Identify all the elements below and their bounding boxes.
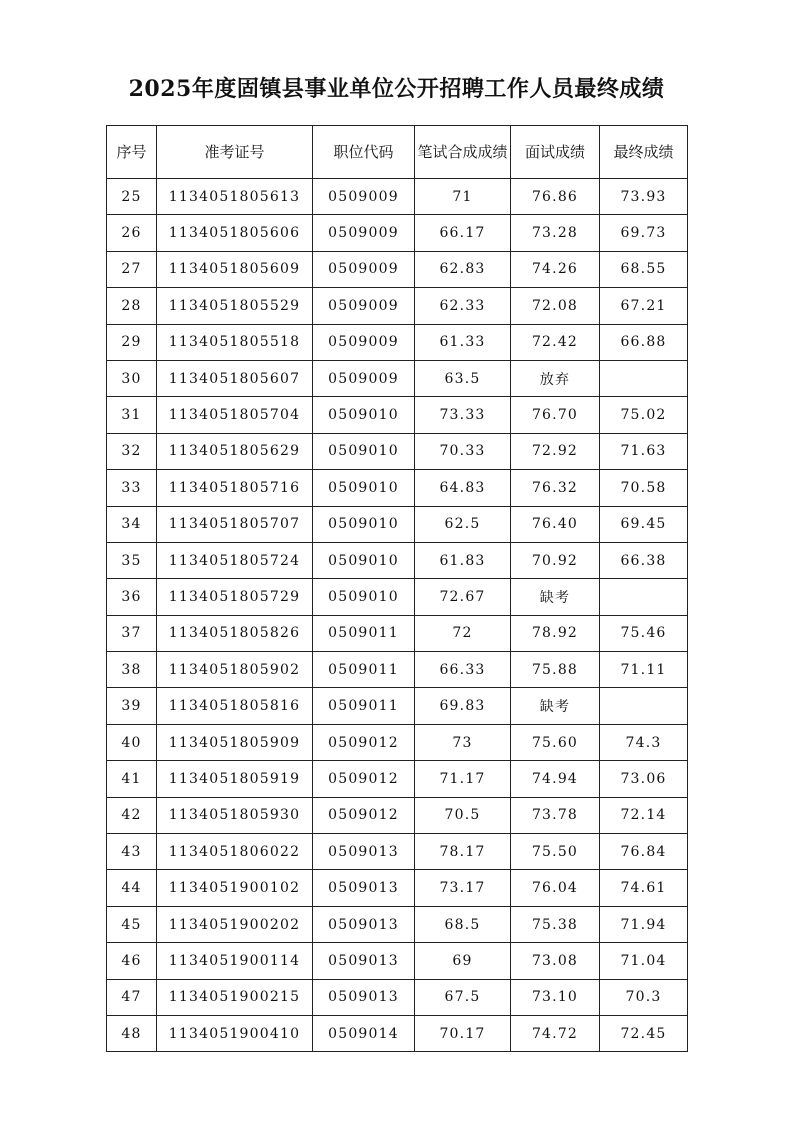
cell-position: 0509012 <box>313 761 415 797</box>
cell-seq: 33 <box>107 470 157 506</box>
cell-written: 61.83 <box>415 542 511 578</box>
cell-written: 71 <box>415 179 511 215</box>
cell-written: 66.17 <box>415 215 511 251</box>
cell-ticket: 1134051805707 <box>157 506 313 542</box>
cell-interview: 76.86 <box>511 179 600 215</box>
table-body <box>107 179 688 1052</box>
cell-final: 70.3 <box>600 979 688 1015</box>
cell-final <box>600 579 688 615</box>
table-row <box>107 433 688 469</box>
table-row <box>107 906 688 942</box>
cell-position: 0509010 <box>313 433 415 469</box>
table-row <box>107 797 688 833</box>
cell-ticket: 1134051805607 <box>157 360 313 396</box>
cell-seq: 42 <box>107 797 157 833</box>
cell-interview: 73.08 <box>511 943 600 979</box>
cell-seq: 34 <box>107 506 157 542</box>
table-row <box>107 688 688 724</box>
cell-final: 74.61 <box>600 870 688 906</box>
cell-seq: 48 <box>107 1015 157 1051</box>
cell-ticket: 1134051805909 <box>157 724 313 760</box>
cell-seq: 31 <box>107 397 157 433</box>
header-cell-position: 职位代码 <box>313 126 415 179</box>
cell-position: 0509010 <box>313 579 415 615</box>
cell-interview: 放弃 <box>511 360 600 396</box>
cell-final: 72.45 <box>600 1015 688 1051</box>
table-row <box>107 579 688 615</box>
cell-final: 68.55 <box>600 251 688 287</box>
table-row <box>107 615 688 651</box>
cell-final: 71.94 <box>600 906 688 942</box>
cell-interview: 74.72 <box>511 1015 600 1051</box>
cell-ticket: 1134051805930 <box>157 797 313 833</box>
cell-position: 0509011 <box>313 615 415 651</box>
cell-position: 0509009 <box>313 251 415 287</box>
table-row <box>107 324 688 360</box>
cell-final: 66.88 <box>600 324 688 360</box>
cell-final: 71.04 <box>600 943 688 979</box>
table-row <box>107 979 688 1015</box>
cell-written: 67.5 <box>415 979 511 1015</box>
cell-written: 62.83 <box>415 251 511 287</box>
table-row <box>107 397 688 433</box>
cell-position: 0509009 <box>313 288 415 324</box>
cell-final: 75.46 <box>600 615 688 651</box>
cell-position: 0509013 <box>313 979 415 1015</box>
cell-seq: 32 <box>107 433 157 469</box>
cell-ticket: 1134051806022 <box>157 834 313 870</box>
cell-final: 73.93 <box>600 179 688 215</box>
cell-position: 0509011 <box>313 688 415 724</box>
cell-written: 63.5 <box>415 360 511 396</box>
cell-written: 78.17 <box>415 834 511 870</box>
cell-ticket: 1134051805724 <box>157 542 313 578</box>
cell-seq: 35 <box>107 542 157 578</box>
cell-final: 70.58 <box>600 470 688 506</box>
cell-position: 0509014 <box>313 1015 415 1051</box>
cell-interview: 72.42 <box>511 324 600 360</box>
header-cell-ticket: 准考证号 <box>157 126 313 179</box>
cell-ticket: 1134051900102 <box>157 870 313 906</box>
cell-final: 72.14 <box>600 797 688 833</box>
cell-final: 66.38 <box>600 542 688 578</box>
header-cell-interview: 面试成绩 <box>511 126 600 179</box>
cell-seq: 25 <box>107 179 157 215</box>
table-row <box>107 870 688 906</box>
cell-final: 76.84 <box>600 834 688 870</box>
cell-interview: 75.60 <box>511 724 600 760</box>
table-row <box>107 761 688 797</box>
table-row <box>107 652 688 688</box>
cell-seq: 46 <box>107 943 157 979</box>
cell-interview: 缺考 <box>511 688 600 724</box>
cell-written: 64.83 <box>415 470 511 506</box>
cell-written: 73 <box>415 724 511 760</box>
cell-interview: 73.28 <box>511 215 600 251</box>
scores-table <box>106 125 688 1052</box>
cell-seq: 38 <box>107 652 157 688</box>
cell-ticket: 1134051900114 <box>157 943 313 979</box>
cell-written: 73.33 <box>415 397 511 433</box>
header-cell-written: 笔试合成成绩 <box>415 126 511 179</box>
cell-seq: 40 <box>107 724 157 760</box>
cell-interview: 76.32 <box>511 470 600 506</box>
cell-seq: 27 <box>107 251 157 287</box>
cell-final: 74.3 <box>600 724 688 760</box>
cell-written: 69.83 <box>415 688 511 724</box>
header-cell-final: 最终成绩 <box>600 126 688 179</box>
table-row <box>107 215 688 251</box>
cell-position: 0509010 <box>313 397 415 433</box>
cell-position: 0509009 <box>313 215 415 251</box>
cell-seq: 28 <box>107 288 157 324</box>
cell-written: 62.33 <box>415 288 511 324</box>
cell-position: 0509013 <box>313 906 415 942</box>
header-cell-seq: 序号 <box>107 126 157 179</box>
cell-seq: 39 <box>107 688 157 724</box>
cell-written: 70.5 <box>415 797 511 833</box>
cell-written: 66.33 <box>415 652 511 688</box>
cell-ticket: 1134051805816 <box>157 688 313 724</box>
cell-interview: 72.92 <box>511 433 600 469</box>
cell-interview: 缺考 <box>511 579 600 615</box>
cell-interview: 75.38 <box>511 906 600 942</box>
cell-interview: 73.78 <box>511 797 600 833</box>
cell-final: 71.11 <box>600 652 688 688</box>
cell-final: 67.21 <box>600 288 688 324</box>
cell-position: 0509013 <box>313 834 415 870</box>
table-row <box>107 470 688 506</box>
cell-ticket: 1134051805826 <box>157 615 313 651</box>
cell-final: 69.73 <box>600 215 688 251</box>
cell-ticket: 1134051805919 <box>157 761 313 797</box>
table-row <box>107 179 688 215</box>
cell-ticket: 1134051805518 <box>157 324 313 360</box>
cell-interview: 72.08 <box>511 288 600 324</box>
cell-ticket: 1134051805613 <box>157 179 313 215</box>
table-row <box>107 834 688 870</box>
cell-seq: 47 <box>107 979 157 1015</box>
cell-interview: 73.10 <box>511 979 600 1015</box>
cell-written: 71.17 <box>415 761 511 797</box>
cell-written: 70.33 <box>415 433 511 469</box>
cell-interview: 70.92 <box>511 542 600 578</box>
cell-position: 0509011 <box>313 652 415 688</box>
cell-interview: 76.40 <box>511 506 600 542</box>
cell-seq: 45 <box>107 906 157 942</box>
cell-seq: 29 <box>107 324 157 360</box>
cell-ticket: 1134051805629 <box>157 433 313 469</box>
cell-position: 0509013 <box>313 943 415 979</box>
cell-position: 0509009 <box>313 179 415 215</box>
cell-seq: 43 <box>107 834 157 870</box>
cell-final <box>600 688 688 724</box>
table-row <box>107 943 688 979</box>
cell-ticket: 1134051805609 <box>157 251 313 287</box>
cell-final: 75.02 <box>600 397 688 433</box>
cell-written: 70.17 <box>415 1015 511 1051</box>
table-header-row <box>107 126 688 179</box>
cell-position: 0509010 <box>313 506 415 542</box>
cell-position: 0509012 <box>313 724 415 760</box>
cell-written: 61.33 <box>415 324 511 360</box>
cell-ticket: 1134051805716 <box>157 470 313 506</box>
cell-position: 0509012 <box>313 797 415 833</box>
cell-interview: 75.50 <box>511 834 600 870</box>
cell-interview: 78.92 <box>511 615 600 651</box>
table-row <box>107 542 688 578</box>
cell-ticket: 1134051900202 <box>157 906 313 942</box>
table-row <box>107 288 688 324</box>
cell-ticket: 1134051900410 <box>157 1015 313 1051</box>
table-row <box>107 1015 688 1051</box>
cell-ticket: 1134051805529 <box>157 288 313 324</box>
cell-seq: 37 <box>107 615 157 651</box>
cell-written: 68.5 <box>415 906 511 942</box>
table-row <box>107 360 688 396</box>
cell-ticket: 1134051805606 <box>157 215 313 251</box>
cell-position: 0509009 <box>313 324 415 360</box>
cell-final: 71.63 <box>600 433 688 469</box>
cell-seq: 36 <box>107 579 157 615</box>
cell-final <box>600 360 688 396</box>
cell-position: 0509010 <box>313 542 415 578</box>
table-row <box>107 251 688 287</box>
cell-interview: 75.88 <box>511 652 600 688</box>
page-title: 2025年度固镇县事业单位公开招聘工作人员最终成绩 <box>128 76 665 102</box>
cell-ticket: 1134051900215 <box>157 979 313 1015</box>
cell-seq: 44 <box>107 870 157 906</box>
cell-position: 0509010 <box>313 470 415 506</box>
table-row <box>107 506 688 542</box>
cell-seq: 30 <box>107 360 157 396</box>
table-row <box>107 724 688 760</box>
cell-interview: 76.70 <box>511 397 600 433</box>
cell-position: 0509013 <box>313 870 415 906</box>
cell-written: 62.5 <box>415 506 511 542</box>
cell-ticket: 1134051805729 <box>157 579 313 615</box>
cell-interview: 74.26 <box>511 251 600 287</box>
cell-written: 72 <box>415 615 511 651</box>
cell-written: 69 <box>415 943 511 979</box>
cell-final: 69.45 <box>600 506 688 542</box>
cell-ticket: 1134051805704 <box>157 397 313 433</box>
cell-seq: 41 <box>107 761 157 797</box>
cell-ticket: 1134051805902 <box>157 652 313 688</box>
cell-interview: 76.04 <box>511 870 600 906</box>
cell-position: 0509009 <box>313 360 415 396</box>
cell-interview: 74.94 <box>511 761 600 797</box>
cell-written: 72.67 <box>415 579 511 615</box>
cell-final: 73.06 <box>600 761 688 797</box>
cell-written: 73.17 <box>415 870 511 906</box>
cell-seq: 26 <box>107 215 157 251</box>
